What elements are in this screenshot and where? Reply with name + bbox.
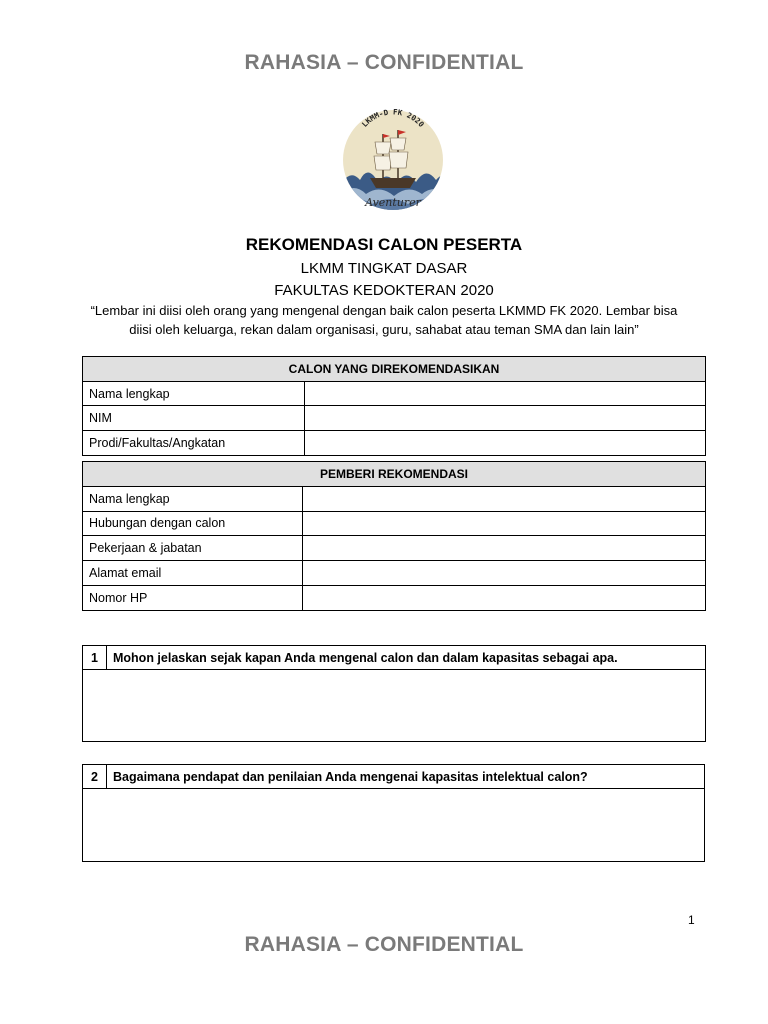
confidential-header: RAHASIA – CONFIDENTIAL <box>244 51 524 74</box>
logo-script-text: Aventurer <box>365 196 421 209</box>
recommender-full-name-field[interactable] <box>303 486 706 511</box>
question-2-table <box>82 764 705 862</box>
question-text: Bagaimana pendapat dan penilaian Anda mengenai kapasitas intelektual calon? <box>107 765 705 789</box>
document-subtitle-level: LKMM TINGKAT DASAR <box>300 260 468 277</box>
question-number: 2 <box>83 765 107 789</box>
recommender-row-label: Nomor HP <box>83 585 303 610</box>
document-subtitle-faculty: FAKULTAS KEDOKTERAN 2020 <box>274 282 494 299</box>
candidate-full-name-field[interactable] <box>305 381 706 406</box>
document-title: REKOMENDASI CALON PESERTA <box>245 235 523 254</box>
question-2-answer-area[interactable] <box>83 789 705 862</box>
candidate-row-label: Prodi/Fakultas/Angkatan <box>83 431 305 456</box>
candidate-nim-field[interactable] <box>305 406 706 431</box>
question-text: Mohon jelaskan sejak kapan Anda mengenal calon dan dalam kapasitas sebagai apa. <box>107 646 706 670</box>
candidate-program-field[interactable] <box>305 431 706 456</box>
candidate-row-label: NIM <box>83 406 305 431</box>
recommender-phone-field[interactable] <box>303 585 706 610</box>
question-number: 1 <box>83 646 107 670</box>
recommender-row-label: Pekerjaan & jabatan <box>83 536 303 561</box>
question-1-answer-area[interactable] <box>83 670 706 742</box>
candidate-table-header: CALON YANG DIREKOMENDASIKAN <box>83 357 706 382</box>
instruction-quote: “Lembar ini diisi oleh orang yang mengenal dengan baik calon peserta LKMMD FK 2020. Lembar bisa diisi oleh keluarga, rekan dalam organisasi, guru, sahabat atau teman SMA dan lain lain” <box>90 303 678 337</box>
recommender-row-label: Alamat email <box>83 561 303 586</box>
recommender-table <box>82 461 706 611</box>
recommender-row-label: Hubungan dengan calon <box>83 511 303 536</box>
page-number: 1 <box>688 913 695 927</box>
recommender-row-label: Nama lengkap <box>83 486 303 511</box>
confidential-footer: RAHASIA – CONFIDENTIAL <box>244 933 524 956</box>
logo-arc-text: LKMM-D FK 2020 <box>360 107 426 129</box>
candidate-row-label: Nama lengkap <box>83 381 305 406</box>
recommender-relationship-field[interactable] <box>303 511 706 536</box>
recommender-occupation-field[interactable] <box>303 536 706 561</box>
recommender-email-field[interactable] <box>303 561 706 586</box>
candidate-table <box>82 356 706 456</box>
lkmm-logo <box>336 98 450 216</box>
question-1-table <box>82 645 706 742</box>
recommender-table-header: PEMBERI REKOMENDASI <box>83 462 706 487</box>
